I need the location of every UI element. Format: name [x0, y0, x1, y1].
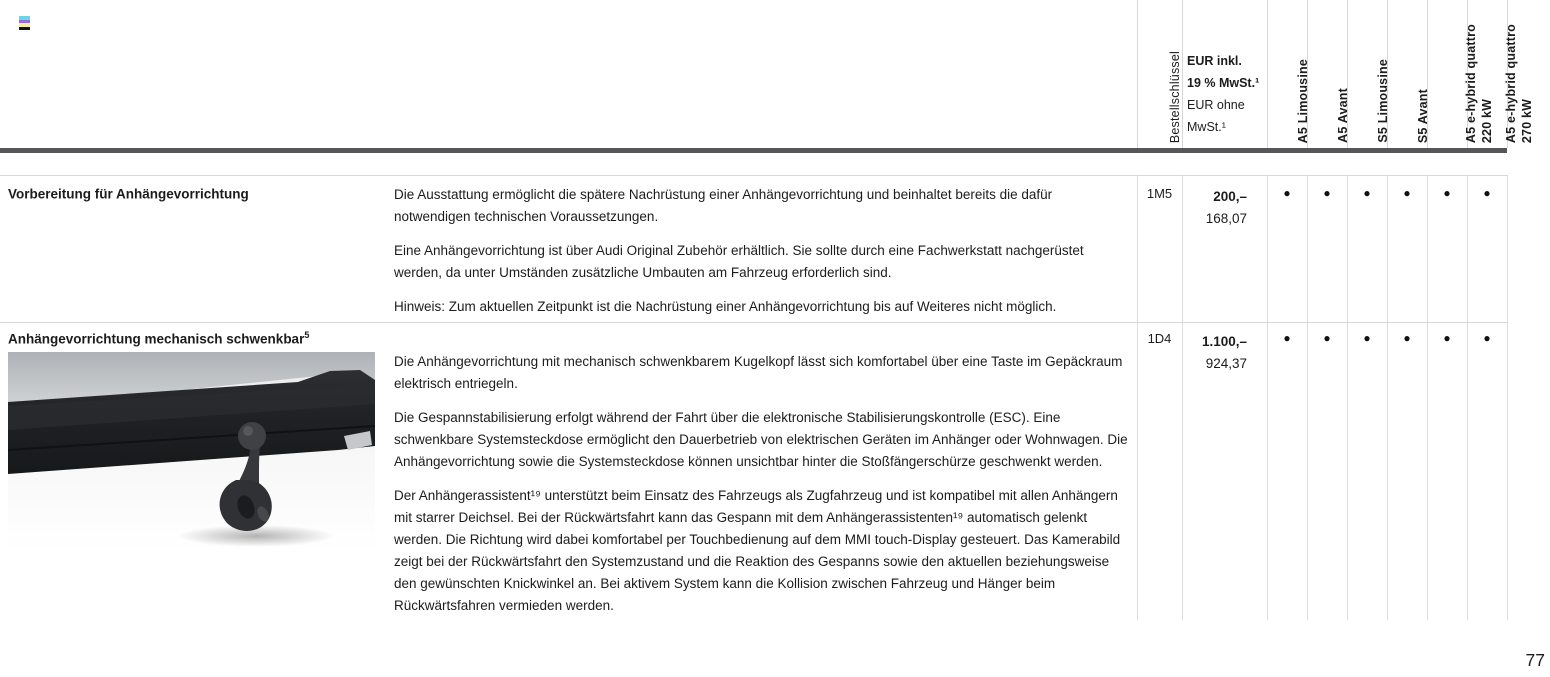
- option-title: [8, 185, 249, 202]
- row-divider: [0, 175, 1507, 176]
- option-title-text: Anhängevorrichtung mechanisch schwenkbar: [8, 331, 305, 347]
- column-divider: [1137, 175, 1138, 620]
- price-excl-vat: 168,07: [1205, 211, 1247, 226]
- option-description: [394, 184, 1130, 330]
- price-incl-vat: 200,–: [1213, 189, 1247, 204]
- column-header-a5-avant: [1335, 88, 1351, 143]
- description-paragraph: Die Gespannstabilisierung erfolgt während der Fahrt über die elektronische Stabilisierungskontrolle (ESC). Eine schwenkbare Systemsteckdose ermöglicht den Dauerbetrieb von elektrischen Geräten im Anhänger oder Wohnwagen. Die Anhängevorrichtung sowie die Systemsteckdose können unsichtbar hinter die Stoßfängerschürze geschwenkt werden.: [394, 410, 1128, 469]
- availability-dot: ●: [1443, 186, 1451, 200]
- column-header-a5-ehybrid-270: [1503, 24, 1535, 143]
- availability-dot: ●: [1363, 331, 1371, 345]
- print-color-mark: [19, 16, 30, 30]
- availability-dot: ●: [1483, 331, 1491, 345]
- column-divider: [1387, 175, 1388, 620]
- print-mark-black-bar: [19, 27, 30, 31]
- description-paragraph: Die Ausstattung ermöglicht die spätere Nachrüstung einer Anhängevorrichtung und beinhaltet bereits die dafür notwendigen technischen Voraussetzungen.: [394, 187, 1053, 224]
- option-title-footnote: 5: [304, 330, 310, 340]
- column-header-label: A5 e-hybrid quattro: [1504, 23, 1518, 143]
- column-divider: [1467, 175, 1468, 620]
- column-header-a5-ehybrid-220: [1463, 24, 1495, 143]
- availability-dot: ●: [1483, 186, 1491, 200]
- availability-dot: ●: [1323, 331, 1331, 345]
- availability-dot: ●: [1323, 186, 1331, 200]
- column-divider: [1347, 175, 1348, 620]
- page-number: 77: [1525, 650, 1545, 670]
- column-header-order-code: Bestellschlüssel: [1168, 50, 1182, 143]
- price-header-line: EUR ohne: [1187, 98, 1245, 112]
- column-header-label: S5 Limousine: [1376, 59, 1390, 143]
- column-header-label: 220 kW: [1480, 98, 1494, 143]
- availability-dot: ●: [1283, 331, 1291, 345]
- option-title-text: Vorbereitung für Anhängevorrichtung: [8, 186, 249, 202]
- option-title: [8, 330, 309, 347]
- availability-dot: ●: [1403, 331, 1411, 345]
- availability-dot: ●: [1363, 186, 1371, 200]
- availability-dot: ●: [1443, 331, 1451, 345]
- price-excl-vat: 924,37: [1205, 356, 1247, 371]
- price-header-line: EUR inkl.: [1187, 54, 1242, 68]
- price-header-line: MwSt.¹: [1187, 120, 1226, 134]
- column-divider: [1267, 0, 1268, 148]
- price-cell: [1182, 331, 1247, 375]
- availability-dot: ●: [1283, 186, 1291, 200]
- order-code: 1M5: [1146, 186, 1173, 201]
- header-rule: [0, 148, 1507, 153]
- column-divider: [1137, 0, 1138, 148]
- price-incl-vat: 1.100,–: [1201, 334, 1247, 349]
- column-header-label: A5 e-hybrid quattro: [1464, 23, 1478, 143]
- column-header-s5-limousine: [1375, 59, 1391, 143]
- column-header-label: 270 kW: [1520, 98, 1534, 143]
- column-header-label: A5 Limousine: [1296, 58, 1310, 143]
- column-divider: [1427, 175, 1428, 620]
- column-header-label: A5 Avant: [1336, 88, 1350, 143]
- description-paragraph: Hinweis: Zum aktuellen Zeitpunkt ist die Nachrüstung einer Anhängevorrichtung bis auf Weiteres nicht möglich.: [394, 299, 1057, 314]
- description-paragraph: Der Anhängerassistent¹⁹ unterstützt beim Einsatz des Fahrzeugs als Zugfahrzeug und ist kompatibel mit allen Anhängern mit starrer Deichsel. Bei der Rückwärtsfahrt kann das Gespann mit dem Anhängerassistenten¹⁹ automatisch gelenkt werden. Die Richtung wird dabei komfortabel per Touchbedienung auf dem MMI touch-Display gesteuert. Das Kamerabild zeigt bei der Rückwärtsfahrt den Systemzustand und die Reaktion des Gespanns sowie den aktuellen beziehungsweise den gewünschten Knickwinkel an. Bei aktivem System kann die Kollision zwischen Fahrzeug und Hänger beim Rückwärtsfahren vermieden werden.: [394, 488, 1121, 613]
- tow-hitch-product-image: [8, 352, 375, 552]
- option-description: [394, 351, 1130, 629]
- description-paragraph: Eine Anhängevorrichtung ist über Audi Original Zubehör erhältlich. Sie sollte durch eine Fachwerkstatt nachgerüstet werden, da unter Umständen zusätzliche Umbauten am Fahrzeug erforderlich sind.: [394, 243, 1084, 280]
- description-paragraph: Die Anhängevorrichtung mit mechanisch schwenkbarem Kugelkopf lässt sich komfortabel über eine Taste im Gepäckraum elektrisch entriegeln.: [394, 354, 1123, 391]
- column-header-price: [1187, 50, 1259, 138]
- column-divider: [1307, 175, 1308, 620]
- column-header-s5-avant: [1415, 89, 1431, 143]
- column-divider: [1182, 175, 1183, 620]
- column-divider: [1267, 175, 1268, 620]
- price-cell: [1182, 186, 1247, 230]
- price-header-line: 19 % MwSt.¹: [1187, 76, 1260, 90]
- order-code: 1D4: [1147, 331, 1172, 346]
- availability-dot: ●: [1403, 186, 1411, 200]
- column-header-label: S5 Avant: [1416, 88, 1430, 143]
- column-divider: [1507, 175, 1508, 620]
- column-header-a5-limousine: [1295, 59, 1311, 143]
